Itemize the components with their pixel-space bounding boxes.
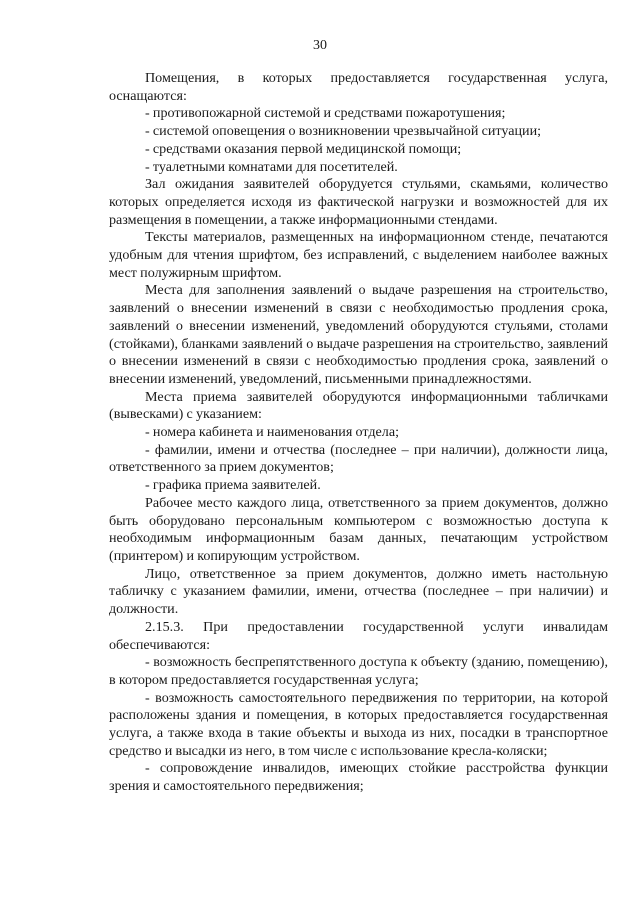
paragraph-reception-places: Места приема заявителей оборудуются информационными табличками (вывесками) с указанием:: [109, 388, 608, 423]
paragraph-waiting-hall: Зал ожидания заявителей оборудуется стульями, скамьями, количество которых определяется исходя из фактической нагрузки и возможностей для их размещения в помещении, а также информационными стендами.: [109, 176, 608, 228]
paragraph-section-2-15-3: 2.15.3. При предоставлении государственной услуги инвалидам обеспечиваются:: [109, 618, 608, 653]
paragraph-stand-texts: Тексты материалов, размещенных на информационном стенде, печатаются удобным для чтения шрифтом, без исправлений, с выделением наиболее важных мест полужирным шрифтом.: [109, 229, 608, 281]
list-item-unobstructed-access: - возможность беспрепятственного доступа к объекту (зданию, помещению), в котором предоставляется государственная услуга;: [109, 654, 608, 688]
list-item-office-number: - номера кабинета и наименования отдела;: [145, 424, 399, 441]
list-item-responsible-person: - фамилии, имени и отчества (последнее – при наличии), должности лица, ответственного за прием документов;: [109, 441, 608, 476]
list-item-fire-protection: - противопожарной системой и средствами пожаротушения;: [145, 105, 506, 122]
list-item-reception-schedule: - графика приема заявителей.: [145, 477, 321, 494]
list-item-first-aid: - средствами оказания первой медицинской помощи;: [145, 140, 462, 157]
list-item-emergency-alert: - системой оповещения о возникновении чрезвычайной ситуации;: [145, 123, 542, 140]
paragraph-desk-plate: Лицо, ответственное за прием документов, должно иметь настольную табличку с указанием фамилии, имени, отчества (последнее – при наличии) и должности.: [109, 565, 608, 618]
paragraph-premises-equipment: Помещения, в которых предоставляется государственная услуга, оснащаются:: [109, 70, 608, 104]
list-item-independent-movement: - возможность самостоятельного передвижения по территории, на которой расположены здания и помещения, в которых предоставляется государственная услуга, а также входа в такие объекты и выхода из них, посадки в транспортное средство и высадки из него, в том числе с использование кресла-коляски;: [109, 689, 608, 759]
list-item-escort: - сопровождение инвалидов, имеющих стойкие расстройства функции зрения и самостоятельного передвижения;: [109, 760, 608, 795]
paragraph-workplace: Рабочее место каждого лица, ответственного за прием документов, должно быть оборудовано персональным компьютером с возможностью доступа к необходимым информационным базам данных, печатающим устройством (принтером) и копирующим устройством.: [109, 494, 608, 564]
document-body: [109, 70, 608, 796]
page-number: 30: [313, 38, 327, 53]
paragraph-application-places: Места для заполнения заявлений о выдаче разрешения на строительство, заявлений о внесении изменений в связи с необходимостью продления срока, заявлений о внесении изменений, уведомлений оборудуются стульями, столами (стойками), бланками заявлений о выдаче разрешения на строительство, заявлений о внесении изменений в связи с необходимостью продления срока, заявлений о внесении изменений, уведомлений, письменными принадлежностями.: [109, 282, 608, 387]
list-item-restrooms: - туалетными комнатами для посетителей.: [145, 158, 398, 175]
